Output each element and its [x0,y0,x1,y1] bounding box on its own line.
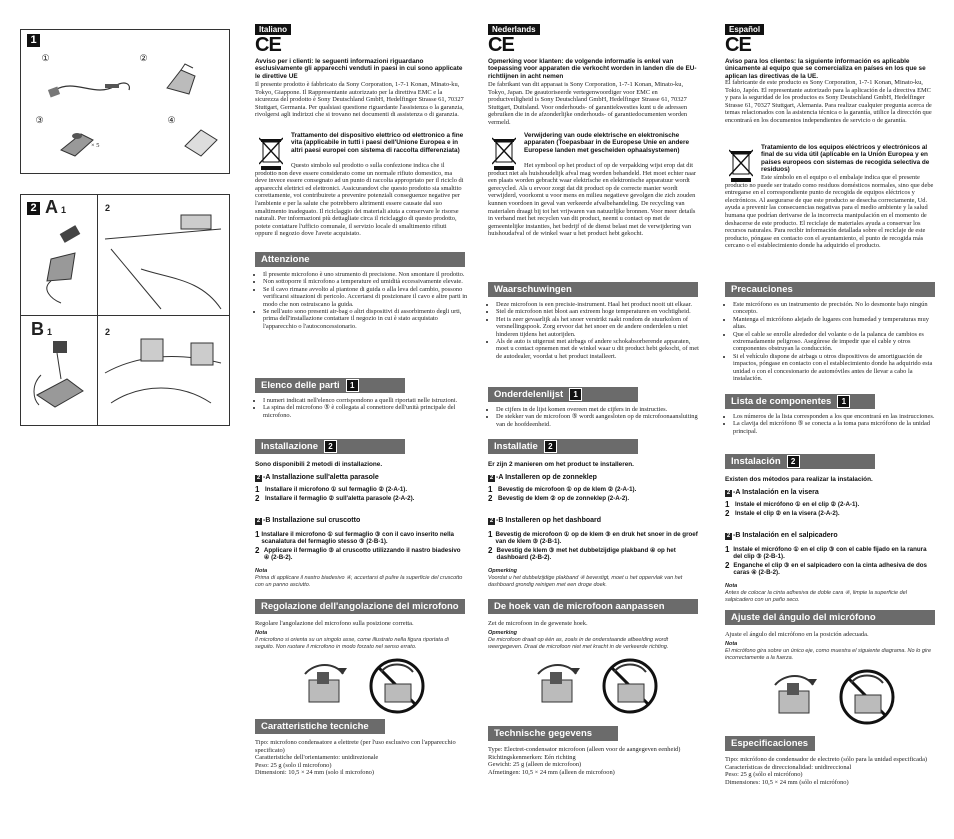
step-number: 1 [725,500,730,509]
ce-mark-icon: CE [255,34,281,56]
spec-line: Richtingskenmerken: Eén richting [488,753,576,761]
parts-figure-ref: 1 [569,388,582,401]
visor-mic-illustration [31,219,91,309]
weee-body: Questo simbolo sul prodotto o sulla confezione indica che il prodotto non deve essere considerato come un normale rifiuto domestico, ma deve invece essere consegnato ad un punto di raccolta appropriato per il riciclo di apparecchi elettrici ed elettronici. Assicurandovi che questo prodotto sia smaltito correttamente, voi contribuirete a prevenire potenziali conseguenze negative per l'ambiente e per la salute che potrebbero altrimenti essere causate dal suo smaltimento inadeguato. Il riciclaggio dei materiali aiuta a conservare le risorse naturali. Per informazioni più dettagliate circa il riciclaggio di questo prodotto, potete contattare l'ufficio comunale, il servizio locale di smaltimento rifiuti oppure il negozio dove l'avete acquistato. [255,162,464,238]
precautions-title: Attenzione [261,254,310,265]
method-a-title: -A Instalación en la visera [733,489,819,496]
car-dashboard-illustration [101,333,225,421]
step-text: Bevestig de klem ③ met het dubbelzijdige plakband ④ op het dashboard (2-B-2). [496,547,676,561]
method-a-step2: 2 [105,203,111,213]
installation-title: Installatie [494,441,538,452]
installation-intro: Existen dos métodos para realizar la instalación. [725,476,873,483]
angle-note: De microfoon draait op één as, zoals in de onderstaande afbeelding wordt weergegeven. Draai de microfoon niet met kracht in de verkeerde richting. [488,637,669,650]
method-a-step [488,486,698,493]
dashboard-mic-illustration [27,335,93,421]
specifications-header [488,726,618,741]
specifications-title: Technische gegevens [494,728,593,739]
ce-notice-body: Il presente prodotto è fabbricato da Sony Corporation, 1-7-1 Konan, Minato-ku, Tokyo, Giappone. Il Rappresentante autorizzato per la direttiva EMC e la sicurezza del prodotto è Sony Deutschland GmbH, Hedelfinger Strasse 61, 70327 Stuttgart, Germania. Per qualsiasi questione riguardante l'assistenza o la garanzia, rivolgersi agli indirizzi che si trovano nei documenti di assistenza o di garanzia. [255,81,464,119]
installation-intro: Er zijn 2 manieren om het product te installeren. [488,461,634,468]
method-a-step [488,495,698,502]
method-a-title: -A Installeren op de zonneklep [496,474,597,481]
installation-figure-ref: 2 [787,455,800,468]
precautions-title: Waarschuwingen [494,284,572,295]
precaution-item: • Se nell'auto sono presenti air-bag o altri dispositivi di assorbimento degli urti, prima dell'installazione contattare il negozio in cui è stato acquistato l'apparecchio o l'autoconcessionario. [263,308,468,330]
angle-adjustment-body: Ajuste el ángulo del micrófono en la posición adecuada. [725,631,869,638]
method-b-heading [725,532,935,540]
method-b-step: 1 [47,327,53,337]
spec-line: Gewicht: 25 g (alleen de microfoon) [488,761,582,769]
specifications-body [255,739,465,777]
step-text: Installare il fermaglio ② sull'aletta parasole (2-A-2). [265,495,415,502]
step-number: 1 [725,545,730,554]
method-b-heading [488,517,698,525]
method-a-step [725,510,935,517]
parts-figure-ref: 1 [837,395,850,408]
installation-header [488,439,638,454]
method-b-badge: 2 [726,533,731,539]
parts-figure-panel [20,29,230,174]
step-text: Instale el micrófono ① en el clip ③ con el cable fijado en la ranura del clip ③ (2-B-1). [733,546,927,560]
angle-adjustment-body: Zet de microfoon in de gewenste hoek. [488,620,588,627]
step-text: Enganche el clip ③ en el salpicadero con la cinta adhesiva de dos caras ④ (2-B-2). [733,562,927,576]
installation-note: Antes de colocar la cinta adhesiva de doble cara ④, limpie la superficie del salpicadero con un paño seco. [725,590,907,603]
method-a-title: -A Installazione sull'aletta parasole [263,474,379,481]
step-number: 2 [255,546,260,555]
language-tag: Español [725,24,764,35]
method-a-badge: 2 [256,475,261,481]
language-tag: Italiano [255,24,291,35]
dutch-column [488,24,698,824]
parts-item: • De stekker van de microfoon ⑤ wordt aangesloten op de microfoonaansluiting van de hoofdeenheid. [496,413,701,428]
method-b-badge: 2 [489,518,494,524]
weee-heading: Verwijdering van oude elektrische en elektronische apparaten (Toepasbaar in de Europese Unie en andere Europese landen met gescheiden ophaalsystemen) [524,132,690,154]
precaution-item: • Als de auto is uitgerust met airbags of andere schokabsorberende apparaten, moet u contact opnemen met de winkel waar u dit product hebt gekocht, of met de autodealer, voordat u het product installeert. [496,338,701,360]
method-a-heading [255,474,465,482]
step-text: Bevestig de klem ② op de zonneklep (2-A-2). [498,495,630,502]
angle-note-heading: Opmerking [488,630,518,636]
step-number: 1 [255,485,260,494]
precautions-header [488,282,698,297]
installation-note: Voordat u het dubbelzijdige plakband ④ bevestigt, moet u het oppervlak van het dashboard grondig reinigen met een droge doek. [488,575,683,588]
method-b-step2: 2 [105,327,111,337]
specifications-body [725,756,935,786]
parts-item: • I numeri indicati nell'elenco corrispondono a quelli riportati nelle istruzioni. [263,397,468,404]
method-b-step [488,547,698,561]
ce-notice-body: El fabricante de este producto es Sony Corporation, 1-7-1 Konan, Minato-ku, Tokio, Japón. El representante autorizado para la aplicación de la directiva EMC y para la seguridad de los productos es Sony Deutschland GmbH, Hedelfinger Strasse 61, 70327 Stuttgart, Alemania. Para realizar cualquier pregunta acerca de temas relacionados con la asistencia técnica o la garantía, utilice la dirección que encontrará en los documentos independientes de servicio o de garantía. [725,79,932,124]
angle-adjustment-header [725,610,935,625]
angle-adjustment-header [488,599,698,614]
weee-body: Het symbool op het product of op de verpakking wijst erop dat dit product niet als huishoudelijk afval mag worden behandeld. Het moet echter naar een plaats worden gebracht waar elektrische en elektronische apparatuur wordt gerecycled. Als u ervoor zorgt dat dit product op de correcte manier wordt verwijderd, voorkomt u voor mens en milieu negatieve gevolgen die zich zouden kunnen voordoen in geval van verkeerde afvalbehandeling. De recycling van materialen draagt bij tot het vrijwaren van natuurlijke bronnen. Voor meer details in verband met het recyclen van dit product, neemt u contact op met de gemeentelijke instanties, het bedrijf of de dienst belast met de verwijdering van huishoudafval of de winkel waar u het product hebt gekocht. [488,162,696,238]
method-b-label: B [31,319,44,339]
ce-notice-body: De fabrikant van dit apparaat is Sony Corporation, 1-7-1 Konan, Minato-ku, Tokyo, Japan. De geautoriseerde vertegenwoordiger voor EMC en productveiligheid is Sony Deutschland GmbH, Hedelfinger Strasse 61, 70327 Stuttgart, Duitsland. Voor onderhouds- of garantiekwesties kunt u de adressen gebruiken die in de afzonderlijke onderhouds- of garantiedocumenten worden vermeld. [488,81,688,126]
step-number: 1 [488,485,493,494]
angle-adjustment-header [255,599,465,614]
spec-line: Type: Electret-condensator microfoon (alleen voor de aangegeven eenheid) [488,746,681,753]
step-text: Installare il microfono ① sul fermaglio ③ con il cavo inserito nella scanalatura del fermaglio stesso ③ (2-B-1). [261,531,454,545]
part-label-2: ② [139,53,148,63]
parts-figure-ref: 1 [346,379,359,392]
spec-line: Peso: 25 g (sólo el micrófono) [725,771,803,779]
spec-line: Tipo: microfono condensatore a elettrete (per l'uso esclusivo con l'apparecchio specificato) [255,739,456,754]
visor-clip-illustration [161,60,205,100]
spec-line: Caratteristiche dell'orientamento: unidirezionale [255,754,379,762]
weee-body: Este símbolo en el equipo o el embalaje indica que el presente producto no puede ser tratado como residuos domésticos normales, sino que debe entregarse en el correspondiente punto de recogida de equipos eléctricos y electrónicos. Al asegurarse de que este producto se desecha correctamente, Ud. ayuda a prevenir las consecuencias negativas para el medio ambiente y la salud humana que podrían derivarse de la incorrecta manipulación en el momento de deshacerse de este producto. El reciclaje de materiales ayuda a conservar los recursos naturales. Para recibir información detallada sobre el reciclaje de este producto, póngase en contacto con el ayuntamiento, el punto de recogida más cercano o el establecimiento donde ha adquirido el producto. [725,174,934,250]
parts-list-header [488,387,638,402]
ce-mark-icon: CE [488,34,514,56]
method-b-heading [255,517,465,525]
parts-list-title: Onderdelenlijst [494,389,564,400]
angle-note: Il microfono si orienta su un singolo asse, come illustrato nella figura riportata di seguito. Non ruotare il microfono in modo forzato nel senso errato. [255,637,449,650]
installation-intro: Sono disponibili 2 metodi di installazione. [255,461,383,468]
method-b-title: -B Installeren op het dashboard [496,517,602,524]
step-text: Instale el micrófono ① en el clip ② (2-A-1). [735,501,860,508]
adhesive-tape-illustration [181,126,221,160]
parts-list-title: Elenco delle parti [261,380,340,391]
figure-badge-2: 2 [27,202,40,215]
method-a-step [725,501,935,508]
note-heading: Nota [725,583,738,589]
method-b-title: -B Installazione sul cruscotto [263,517,361,524]
precaution-item: • Mantenga el micrófono alejado de lugares con humedad y temperaturas muy altas. [733,316,938,331]
spec-line: Afmetingen: 10,5 × 24 mm (alleen de microfoon) [488,768,615,776]
angle-rotation-figure [285,654,435,719]
method-a-badge: 2 [489,475,494,481]
spec-line: Dimensioni: 10,5 × 24 mm (solo il microfono) [255,769,374,777]
microphone-cable-illustration [45,58,135,108]
precautions-list [255,271,468,330]
specifications-title: Especificaciones [731,738,809,749]
installation-header [255,439,405,454]
installation-title: Instalación [731,456,781,467]
parts-list [255,397,468,419]
parts-item: • La clavija del micrófono ⑤ se conecta a la toma para micrófono de la unidad principal. [733,420,938,435]
precaution-item: • Se il cavo rimane avvolto al piantone di guida o alla leva del cambio, possono verificarsi situazioni di pericolo. Accertarsi di posizionare il cavo e altre parti in modo che non ostruiscano la guida. [263,286,468,308]
car-visor-illustration [101,209,225,313]
precaution-item: • Il presente microfono è uno strumento di precisione. Non smontare il prodotto. [263,271,468,278]
spec-line: Características de direccionalidad: unidireccional [725,763,852,771]
method-a-label: A [45,197,58,217]
angle-adjustment-title: De hoek van de microfoon aanpassen [494,601,665,612]
precautions-header [255,252,465,267]
precautions-list [725,301,938,382]
parts-list-header [255,378,405,393]
part-label-3: ③ [35,115,44,125]
method-b-badge: 2 [256,518,261,524]
note-heading: Opmerking [488,568,518,574]
step-number: 2 [488,546,493,555]
weee-heading: Trattamento del dispositivo elettrico od elettronico a fine vita (applicabile in tutti i paesi dell'Unione Europea e in altri paesi europei con sistema di raccolta differenziata) [291,132,464,154]
spec-line: Dimensiones: 10,5 × 24 mm (sólo el micrófono) [725,778,849,786]
method-b-title: -B Instalación en el salpicadero [733,532,838,539]
step-text: Applicare il fermaglio ③ al cruscotto utilizzando il nastro biadesivo ④ (2-B-2). [263,547,461,561]
language-tag: Nederlands [488,24,540,35]
installation-header [725,454,875,469]
precautions-list [488,301,701,360]
precaution-item: • Este micrófono es un instrumento de precisión. No lo desmonte bajo ningún concepto. [733,301,938,316]
precaution-item: • Si el vehículo dispone de airbags u otros dispositivos de amortiguación de impactos, póngase en contacto con el establecimiento donde ha adquirido esta unidad o con el concesionario de automóviles antes de llevar a cabo la instalación. [733,353,938,383]
dashboard-clip-illustration [51,120,101,160]
installation-note: Prima di applicare il nastro biadesivo ④, accertarsi di pulire la superficie del cruscotto con un panno asciutto. [255,575,463,588]
parts-list-header [725,394,875,409]
weee-heading: Tratamiento de los equipos eléctricos y electrónicos al final de su vida útil (aplicable en la Unión Europea y en países europeos con sistemas de recogida selectiva de residuos) [761,144,930,174]
note-heading: Nota [255,568,268,574]
specifications-title: Caratteristiche tecniche [261,721,369,732]
italian-column [255,24,468,824]
precaution-item: • Non sottoporre il microfono a temperature ed umidità eccessivamente elevate. [263,278,468,285]
method-b-step [725,562,935,576]
ce-notice-heading: Avviso per i clienti: le seguenti informazioni riguardano esclusivamente gli apparecchi venduti in paesi in cui sono applicate le direttive UE [255,58,463,80]
angle-rotation-figure [755,665,905,730]
parts-list [725,413,938,435]
installation-figure-panel [20,194,230,426]
angle-adjustment-title: Ajuste del ángulo del micrófono [731,612,876,623]
method-b-step [725,546,935,560]
step-number: 2 [488,494,493,503]
precaution-item: • Deze microfoon is een precisie-instrument. Haal het product nooit uit elkaar. [496,301,701,308]
installation-title: Installazione [261,441,319,452]
part-quantity: × 5 [91,142,100,149]
precaution-item: • Het is zeer gevaarlijk als het snoer verstrikt raakt rondom de stuurkolom of versnellingspook. Zorg ervoor dat het snoer en de andere onderdelen u niet hinderen tijdens het autorijden. [496,316,701,338]
step-number: 1 [255,530,260,539]
specifications-header [725,736,815,751]
method-a-step [255,495,465,502]
precautions-title: Precauciones [731,284,793,295]
angle-note-heading: Nota [725,641,738,647]
angle-adjustment-body: Regolare l'angolazione del microfono sulla posizione corretta. [255,620,414,627]
parts-item: • La spina del microfono ⑤ è collegata al connettore dell'unità principale del microfono. [263,404,468,419]
method-a-badge: 2 [726,490,731,496]
ce-mark-icon: CE [725,34,751,56]
figure-badge-1: 1 [27,34,40,47]
step-text: Bevestig de microfoon ① op de klem ② (2-A-1). [498,486,637,493]
method-b-step [255,547,465,561]
installation-figure-ref: 2 [324,440,337,453]
angle-note-heading: Nota [255,630,268,636]
installation-figure-ref: 2 [544,440,557,453]
parts-item: • De cijfers in de lijst komen overeen met de cijfers in de instructies. [496,406,701,413]
method-a-step [255,486,465,493]
angle-rotation-figure [518,654,668,719]
spec-line: Tipo: micrófono de condensador de electreto (sólo para la unidad especificada) [725,756,928,763]
step-number: 2 [725,561,730,570]
step-text: Installare il microfono ① sul fermaglio ② (2-A-1). [265,486,408,493]
step-number: 2 [725,509,730,518]
precaution-item: • Que el cable se enrolle alrededor del volante o de la palanca de cambios es extremadamente peligroso. Asegúrese de impedir que el cable y otros componentes obstruyan la conducción. [733,331,938,353]
parts-list-title: Lista de componentes [731,396,832,407]
parts-item: • Los números de la lista corresponden a los que encontrará en las instrucciones. [733,413,938,420]
spanish-column [725,24,935,824]
precautions-header [725,282,935,297]
step-number: 1 [488,530,493,539]
angle-note: El micrófono gira sobre un único eje, como muestra el siguiente diagrama. No lo gire incorrectamente a la fuerza. [725,648,932,661]
method-b-step [488,531,698,545]
part-label-4: ④ [167,115,176,125]
step-number: 2 [255,494,260,503]
method-b-step [255,531,465,545]
specifications-header [255,719,385,734]
ce-notice-heading: Aviso para los clientes: la siguiente información es aplicable únicamente al equipo que se comercializa en países en los que se aplican las directivas de la UE. [725,58,926,80]
step-text: Instale el clip ② en la visera (2-A-2). [735,510,840,517]
method-a-heading [725,489,935,497]
method-a-step: 1 [61,205,67,215]
step-text: Bevestig de microfoon ① op de klem ③ en druk het snoer in de groef van de klem ③ (2-B-1). [495,531,698,545]
part-label-1: ① [41,53,50,63]
angle-adjustment-title: Regolazione dell'angolazione del microfono [261,601,459,612]
parts-list [488,406,701,428]
spec-line: Peso: 25 g (solo il microfono) [255,761,332,769]
method-a-heading [488,474,698,482]
specifications-body [488,746,698,776]
ce-notice-heading: Opmerking voor klanten: de volgende informatie is enkel van toepassing voor apparaten die verkocht worden in landen die de EU-richtlijnen in acht nemen [488,58,697,80]
precaution-item: • Stel de microfoon niet bloot aan extreem hoge temperaturen en vochtigheid. [496,308,701,315]
